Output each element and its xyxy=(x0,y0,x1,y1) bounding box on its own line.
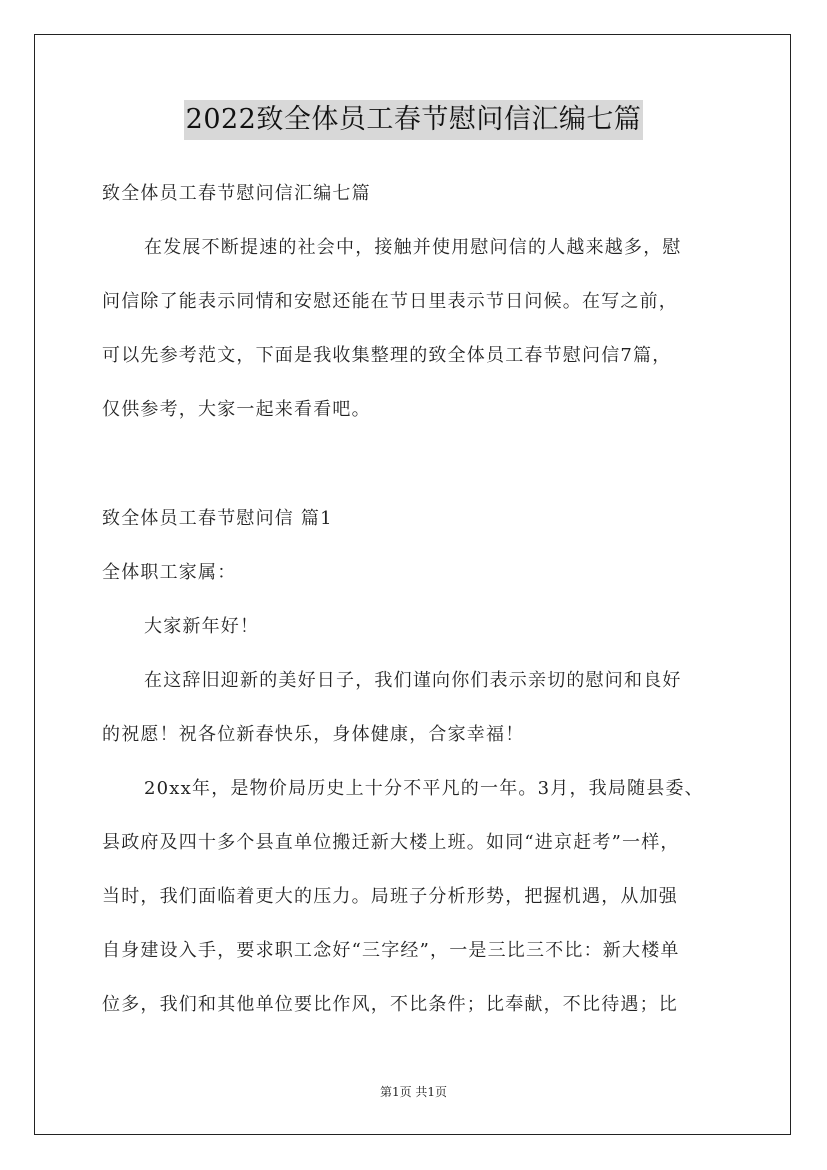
paragraph-line: 在发展不断提速的社会中，接触并使用慰问信的人越来越多，慰 xyxy=(144,237,682,258)
paragraph-line: 位多，我们和其他单位要比作风，不比条件；比奉献，不比待遇；比 xyxy=(102,994,678,1015)
paragraph-line: 县政府及四十多个县直单位搬迁新大楼上班。如同“进京赶考”一样， xyxy=(102,832,680,853)
paragraph-line: 的祝愿！祝各位新春快乐，身体健康，合家幸福！ xyxy=(102,724,525,745)
paragraph-line: 可以先参考范文，下面是我收集整理的致全体员工春节慰问信7篇， xyxy=(102,345,672,366)
title-container xyxy=(0,100,827,140)
paragraph-line: 当时，我们面临着更大的压力。局班子分析形势，把握机遇，从加强 xyxy=(102,886,678,907)
salutation: 全体职工家属： xyxy=(102,562,237,583)
page-footer: 第1页 共1页 xyxy=(379,1085,448,1099)
section-heading: 致全体员工春节慰问信 篇1 xyxy=(102,508,333,529)
paragraph-line: 自身建设入手，要求职工念好“三字经”，一是三比三不比：新大楼单 xyxy=(102,940,680,961)
paragraph-line: 20xx年，是物价局历史上十分不平凡的一年。3月，我局随县委、 xyxy=(144,778,704,799)
paragraph-line: 在这辞旧迎新的美好日子，我们谨向你们表示亲切的慰问和良好 xyxy=(144,670,682,691)
greeting: 大家新年好！ xyxy=(144,616,260,637)
subtitle-line: 致全体员工春节慰问信汇编七篇 xyxy=(102,183,371,204)
document-title: 2022致全体员工春节慰问信汇编七篇 xyxy=(184,100,644,140)
paragraph-line: 问信除了能表示同情和安慰还能在节日里表示节日问候。在写之前， xyxy=(102,291,678,312)
paragraph-line: 仅供参考，大家一起来看看吧。 xyxy=(102,399,371,420)
